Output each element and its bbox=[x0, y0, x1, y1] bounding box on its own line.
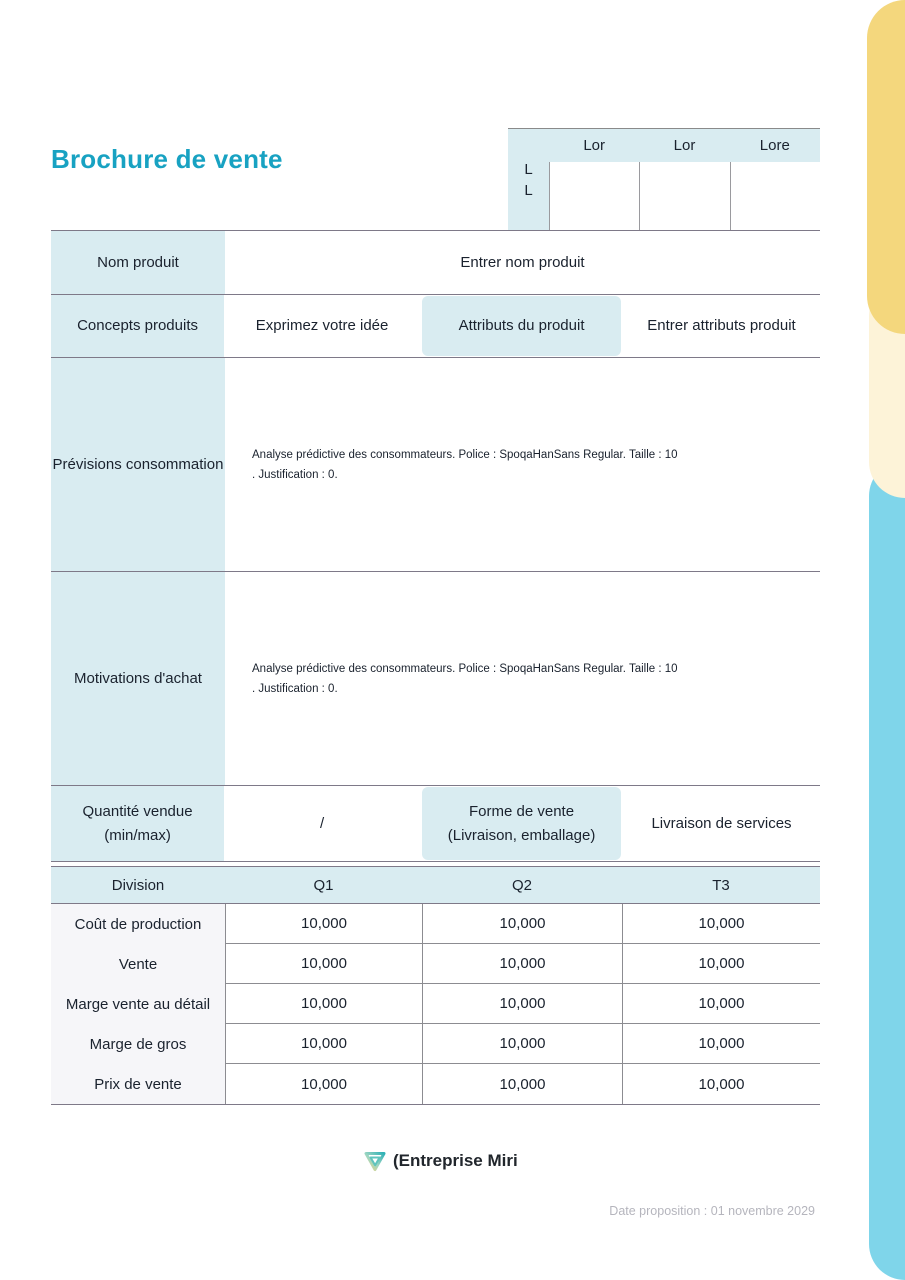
value-cell[interactable]: 10,000 bbox=[622, 904, 820, 943]
row-label-marge-gros: Marge de gros bbox=[89, 1035, 187, 1053]
decor-blue-shape bbox=[869, 460, 905, 1280]
previsions-text-line: . Justification : 0. bbox=[252, 468, 338, 481]
mini-row-label: L bbox=[524, 160, 533, 178]
value-cell[interactable]: 10,000 bbox=[422, 1064, 622, 1104]
row-previsions-consommation bbox=[51, 358, 820, 572]
value-cell[interactable]: 10,000 bbox=[622, 1064, 820, 1104]
field-label-nom-produit: Nom produit bbox=[51, 231, 225, 294]
division-col-header: Division bbox=[111, 876, 165, 894]
decor-yellow-shape bbox=[867, 0, 905, 334]
value-cell[interactable]: 10,000 bbox=[226, 1024, 422, 1063]
attributs-produit-field[interactable]: Entrer attributs produit bbox=[623, 295, 820, 357]
value-cell[interactable]: 10,000 bbox=[226, 1064, 422, 1104]
division-values-grid bbox=[225, 904, 820, 1104]
forme-vente-value-field[interactable]: Livraison de services bbox=[623, 786, 820, 861]
previsions-text-line: Analyse prédictive des consommateurs. Police : SpoqaHanSans Regular. Taille : 10 bbox=[252, 448, 678, 461]
division-col-header: Q1 bbox=[313, 876, 334, 894]
value-cell[interactable]: 10,000 bbox=[622, 944, 820, 983]
value-cell[interactable]: 10,000 bbox=[622, 984, 820, 1023]
mini-input-cell[interactable] bbox=[639, 162, 729, 230]
row-concepts-produits bbox=[51, 295, 820, 358]
field-label-forme-de-vente bbox=[422, 787, 621, 860]
page-title: Brochure de vente bbox=[51, 144, 283, 174]
mini-table-body-row bbox=[549, 162, 820, 230]
quantite-label-line: Quantité vendue bbox=[82, 802, 193, 820]
motivations-text-line: . Justification : 0. bbox=[252, 682, 338, 695]
row-label-cout-production: Coût de production bbox=[74, 915, 202, 933]
division-col-header: T3 bbox=[712, 876, 730, 894]
mini-table-row-labels bbox=[508, 129, 549, 230]
division-row-labels bbox=[51, 904, 225, 1104]
value-cell[interactable]: 10,000 bbox=[422, 904, 622, 943]
concepts-idea-field[interactable]: Exprimez votre idée bbox=[224, 295, 420, 357]
mini-input-cell[interactable] bbox=[549, 162, 639, 230]
division-table-body bbox=[51, 903, 820, 1104]
mini-col-header: Lor bbox=[673, 137, 696, 154]
product-form-table bbox=[51, 230, 820, 862]
previsions-text-field[interactable] bbox=[225, 358, 820, 571]
field-label-quantite-vendue bbox=[51, 786, 224, 861]
value-cell[interactable]: 10,000 bbox=[422, 944, 622, 983]
mini-input-cell[interactable] bbox=[730, 162, 820, 230]
row-label-vente: Vente bbox=[118, 955, 158, 973]
value-cell[interactable]: 10,000 bbox=[422, 1024, 622, 1063]
row-label-marge-detail: Marge vente au détail bbox=[65, 995, 211, 1013]
value-cell[interactable]: 10,000 bbox=[226, 904, 422, 943]
mini-col-header: Lore bbox=[759, 137, 790, 154]
mini-row-label: L bbox=[524, 181, 533, 199]
field-label-attributs-produit: Attributs du produit bbox=[422, 296, 621, 356]
table-row bbox=[226, 944, 820, 984]
mini-table-header-row bbox=[549, 129, 820, 162]
footer-brand bbox=[362, 1148, 518, 1174]
company-name: (Entreprise Miri bbox=[393, 1151, 518, 1170]
field-label-concepts-produits: Concepts produits bbox=[51, 295, 224, 357]
quantite-value-field[interactable]: / bbox=[224, 786, 420, 861]
table-row bbox=[226, 1024, 820, 1064]
field-label-motivations: Motivations d'achat bbox=[51, 572, 225, 785]
value-cell[interactable]: 10,000 bbox=[422, 984, 622, 1023]
summary-mini-table bbox=[508, 128, 820, 230]
value-cell[interactable]: 10,000 bbox=[226, 944, 422, 983]
table-row bbox=[226, 904, 820, 944]
division-header-row bbox=[51, 867, 820, 903]
quantite-label-line: (min/max) bbox=[104, 826, 171, 844]
row-motivations-achat bbox=[51, 572, 820, 786]
nom-produit-field[interactable]: Entrer nom produit bbox=[225, 231, 820, 294]
mini-col-header: Lor bbox=[583, 137, 605, 154]
motivations-text-field[interactable] bbox=[225, 572, 820, 785]
field-label-previsions: Prévisions consommation bbox=[51, 358, 225, 571]
motivations-text-line: Analyse prédictive des consommateurs. Police : SpoqaHanSans Regular. Taille : 10 bbox=[252, 662, 678, 675]
division-pricing-table bbox=[51, 866, 820, 1105]
forme-label-line: Forme de vente bbox=[469, 802, 575, 820]
value-cell[interactable]: 10,000 bbox=[622, 1024, 820, 1063]
table-row bbox=[226, 984, 820, 1024]
triangle-logo-icon bbox=[362, 1148, 388, 1174]
proposal-date: Date proposition : 01 novembre 2029 bbox=[609, 1204, 815, 1218]
row-nom-produit bbox=[51, 231, 820, 295]
value-cell[interactable]: 10,000 bbox=[226, 984, 422, 1023]
forme-label-line: (Livraison, emballage) bbox=[447, 826, 596, 844]
row-label-prix-vente: Prix de vente bbox=[94, 1075, 182, 1093]
division-col-header: Q2 bbox=[511, 876, 532, 894]
row-quantite-vendue bbox=[51, 786, 820, 862]
table-row bbox=[226, 1064, 820, 1104]
